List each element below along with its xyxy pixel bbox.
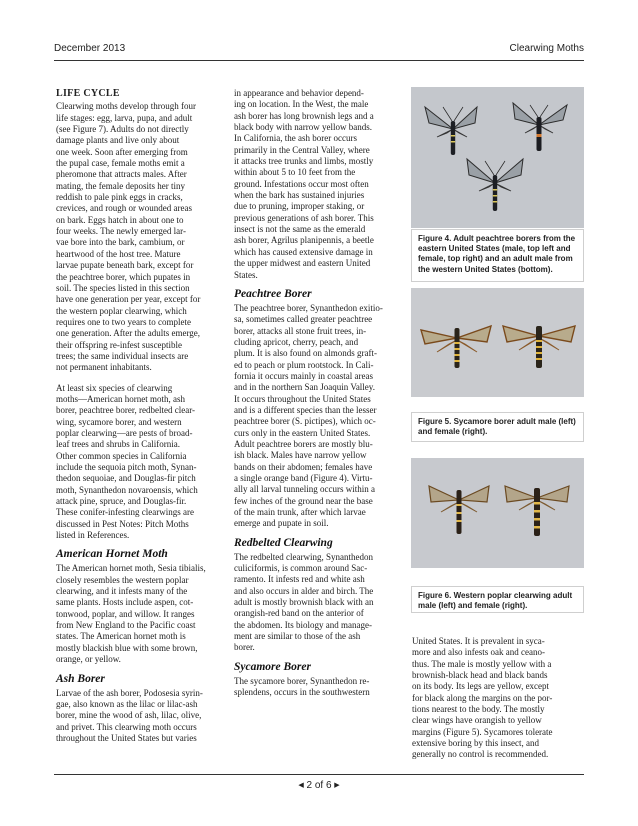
text-line: ish black. Males have narrow yellow: [234, 450, 367, 461]
text-line: trees; the same individual insects are: [56, 350, 189, 361]
text-line: In California, the ash borer occurs: [234, 133, 357, 144]
text-line: tonwood, poplar, and willow. It ranges: [56, 608, 195, 619]
text-line: generally no control is recommended.: [412, 749, 549, 760]
text-line: United States. It is prevalent in syca-: [412, 636, 545, 646]
text-line: tions nearest to the body. The mostly: [412, 704, 545, 715]
text-line: of the main trunk, after which larvae: [234, 507, 366, 518]
text-line: reddish to pale pink eggs in cracks,: [56, 192, 183, 203]
header-date: December 2013: [54, 43, 126, 54]
lifecycle-text: [56, 101, 223, 373]
text-line: adult is mostly brownish black with an: [234, 597, 374, 608]
text-line: life stages: egg, larva, pupa, and adult: [56, 112, 193, 123]
text-line: vae bore into the bark, cambium, or: [56, 237, 185, 248]
text-line: clearwing, and it infests many of the: [56, 586, 188, 597]
text-line: attack pine, spruce, and Douglas-fir.: [56, 496, 187, 507]
text-line: from New England to the Pacific coast: [56, 620, 196, 631]
text-line: heartwood of the host tree. Mature: [56, 248, 181, 259]
text-line: mostly blackish blue with some brown,: [56, 642, 198, 653]
text-line: more and also infests oak and ceano-: [412, 647, 545, 658]
figure-6-photo: [411, 458, 584, 568]
page-number-text: 2 of 6: [306, 780, 332, 791]
figure-6-moths: [411, 458, 584, 568]
text-line: the western poplar clearwing, which: [56, 305, 187, 316]
figure-4-caption: Figure 4. Adult peachtree borers from the eastern United States (male, top left and female, top right) and an adult male from the western United States (bottom).: [411, 229, 584, 282]
sycamore-borer-text-cont: [412, 636, 584, 761]
text-line: orange, or yellow.: [56, 654, 121, 665]
text-line: four weeks. The newly emerged lar-: [56, 226, 186, 237]
text-line: Adult peachtree borers are mostly blu-: [234, 438, 373, 449]
heading-life-cycle: LIFE CYCLE: [56, 88, 120, 99]
text-line: same plants. Hosts include aspen, cot-: [56, 597, 194, 608]
text-line: when the bark has sustained injuries: [234, 190, 365, 201]
text-line: fornia it occurs mainly in coastal areas: [234, 370, 373, 381]
text-line: the abdomen. Its biology and manage-: [234, 619, 372, 630]
text-line: ing on location. In the West, the male: [234, 99, 369, 110]
text-line: brownish-black head and black bands: [412, 670, 548, 681]
text-line: ally all larval tunneling occurs within a: [234, 484, 375, 495]
column-1: [56, 88, 223, 744]
page-number: [0, 780, 638, 791]
text-line: orangish-red band on the anterior of: [234, 608, 364, 619]
text-line: and also occurs in alder and birch. The: [234, 585, 374, 596]
text-line: moth, Synanthedon novaroensis, which: [56, 484, 198, 495]
text-line: poplar clearwing—are pests of broad-: [56, 427, 193, 438]
text-line: it attacks tree trunks and limbs, mostly: [234, 156, 374, 167]
text-line: for black along the margins on the por-: [412, 692, 553, 703]
text-line: in appearance and behavior depend-: [234, 88, 364, 98]
text-line: At least six species of clearwing: [56, 382, 173, 393]
text-line: one generation. After the adults emerge,: [56, 328, 201, 339]
text-line: moths—American hornet moth, ash: [56, 393, 185, 404]
text-line: borer, mine the wood of ash, lilac, olive,: [56, 710, 202, 721]
text-line: States.: [234, 269, 258, 280]
text-line: ash borer, Agrilus planipennis, a beetle: [234, 235, 374, 246]
ash-borer-text-cont: [234, 88, 404, 281]
text-line: culiciformis, is common around Sac-: [234, 563, 368, 574]
ash-borer-text: [56, 688, 223, 745]
text-line: ed to peach or plum rootstock. In Cali-: [234, 359, 374, 370]
text-line: primarily in the Central Valley, where: [234, 144, 370, 155]
text-line: The peachtree borer, Synanthedon exitio-: [234, 302, 383, 313]
text-line: borer.: [234, 642, 255, 653]
text-line: ground. Infestations occur most often: [234, 178, 369, 189]
peachtree-borer-text: [234, 303, 404, 530]
footer-rule: [54, 774, 584, 775]
text-line: The redbelted clearwing, Synanthedon: [234, 551, 373, 562]
text-line: borer, attacks all stone fruit trees, in-: [234, 325, 367, 336]
text-line: their offspring re-infest susceptible: [56, 339, 183, 350]
text-line: listed in References.: [56, 530, 130, 541]
text-line: within about 5 to 10 feet from the: [234, 167, 356, 178]
figure-5-photo: [411, 288, 584, 397]
text-line: on bark. Eggs hatch in about one to: [56, 214, 184, 225]
heading-peachtree-borer: Peachtree Borer: [234, 287, 312, 300]
text-line: previous generations of ash borer. This: [234, 212, 374, 223]
text-line: (see Figure 7). Adults do not directly: [56, 124, 189, 135]
text-line: states. The American hornet moth is: [56, 631, 186, 642]
text-line: Larvae of the ash borer, Podosesia syrin-: [56, 687, 203, 698]
sycamore-borer-text: [234, 676, 404, 699]
next-page-arrow-icon: ▶: [334, 782, 340, 789]
text-line: borer, peachtree borer, redbelted clear-: [56, 405, 196, 416]
text-line: and in the northern San Joaquin Valley.: [234, 382, 375, 393]
text-line: on its body. Its legs are yellow, except: [412, 681, 550, 692]
text-line: the pupal case, female moths emit a: [56, 158, 185, 169]
text-line: plum. It is also found on almonds graft-: [234, 348, 377, 359]
text-line: a single orange band (Figure 4). Virtu-: [234, 473, 373, 483]
text-line: and is a different species than the lesser: [234, 404, 377, 415]
heading-ash-borer: Ash Borer: [56, 672, 105, 685]
text-line: sa, sometimes called greater peachtree: [234, 314, 373, 325]
text-line: crevices, and rough or wounded areas: [56, 203, 192, 214]
text-line: one week. Soon after emerging from: [56, 146, 188, 157]
text-line: These conifer-infesting clearwings are: [56, 507, 195, 518]
column-3: [412, 636, 584, 761]
figure-6-caption: Figure 6. Western poplar clearwing adult male (left) and female (right).: [411, 586, 584, 613]
text-line: due to pruning, improper staking, or: [234, 201, 365, 212]
text-line: damage plants and live only about: [56, 135, 180, 146]
heading-sycamore-borer: Sycamore Borer: [234, 660, 311, 673]
text-line: ash borer has long brownish legs and a: [234, 110, 374, 121]
page-header: [54, 43, 584, 57]
text-line: throughout the United States but varies: [56, 732, 197, 743]
text-line: discussed in Pest Notes: Pitch Moths: [56, 518, 189, 529]
figure-5-caption: Figure 5. Sycamore borer adult male (left) and female (right).: [411, 412, 584, 442]
text-line: bands on their abdomen; females have: [234, 461, 373, 472]
text-line: ment are similar to those of the ash: [234, 631, 361, 642]
text-line: have one generation per year, except for: [56, 294, 201, 305]
text-line: requires one to two years to complete: [56, 316, 191, 327]
species-intro-text: [56, 383, 223, 542]
prev-page-arrow-icon: ◀: [298, 782, 304, 789]
text-line: emerge and pupate in soil.: [234, 518, 329, 529]
column-2: [234, 88, 404, 699]
text-line: peachtree borer (S. pictipes), which oc-: [234, 416, 376, 427]
hornet-moth-text: [56, 563, 223, 665]
heading-american-hornet-moth: American Hornet Moth: [56, 548, 168, 561]
text-line: the upper midwest and eastern United: [234, 258, 371, 269]
text-line: closely resembles the western poplar: [56, 574, 189, 585]
text-line: include the sequoia pitch moth, Synan-: [56, 462, 197, 472]
text-line: ramento. It infests red and white ash: [234, 574, 365, 585]
text-line: and privet. This clearwing moth occurs: [56, 721, 197, 732]
heading-redbelted-clearwing: Redbelted Clearwing: [234, 536, 333, 549]
text-line: wing, sycamore borer, and western: [56, 416, 182, 427]
figure-5-moths: [411, 288, 584, 397]
text-line: soil. The species listed in this section: [56, 282, 190, 293]
text-line: few inches of the ground near the base: [234, 495, 373, 506]
text-line: The American hornet moth, Sesia tibialis,: [56, 563, 206, 574]
text-line: thedon sequoiae, and Douglas-fir pitch: [56, 473, 196, 484]
text-line: clear wings have orangish to yellow: [412, 715, 542, 726]
text-line: which has caused extensive damage in: [234, 246, 373, 257]
header-rule: [54, 60, 584, 61]
header-title: Clearwing Moths: [509, 43, 584, 54]
text-line: margins (Figure 5). Sycamores tolerate: [412, 726, 553, 737]
text-line: The sycamore borer, Synanthedon re-: [234, 675, 370, 686]
figure-4-moths: [411, 87, 584, 228]
text-line: insect is not the same as the emerald: [234, 224, 366, 235]
text-line: not permanent inhabitants.: [56, 362, 152, 373]
text-line: gae, also known as the lilac or lilac-ash: [56, 698, 198, 709]
text-line: Clearwing moths develop through four: [56, 101, 196, 112]
text-line: black body with narrow yellow bands.: [234, 122, 372, 133]
text-line: It occurs throughout the United States: [234, 393, 371, 404]
text-line: thus. The male is mostly yellow with a: [412, 658, 552, 669]
text-line: mating, the female deposits her tiny: [56, 180, 185, 191]
text-line: larvae pupate beneath bark, except for: [56, 260, 194, 271]
text-line: cluding apricot, cherry, peach, and: [234, 336, 359, 347]
figure-4-photo: [411, 87, 584, 228]
text-line: splendens, occurs in the southwestern: [234, 687, 370, 698]
redbelted-text: [234, 552, 404, 654]
text-line: curs only in the eastern United States.: [234, 427, 371, 438]
text-line: pheromone that attracts males. After: [56, 169, 187, 180]
text-line: leaf trees and shrubs in California.: [56, 439, 180, 450]
text-line: extensive boring by this insect, and: [412, 738, 539, 749]
text-line: the peachtree borer, which pupates in: [56, 271, 191, 282]
text-line: Other common species in California: [56, 450, 187, 461]
